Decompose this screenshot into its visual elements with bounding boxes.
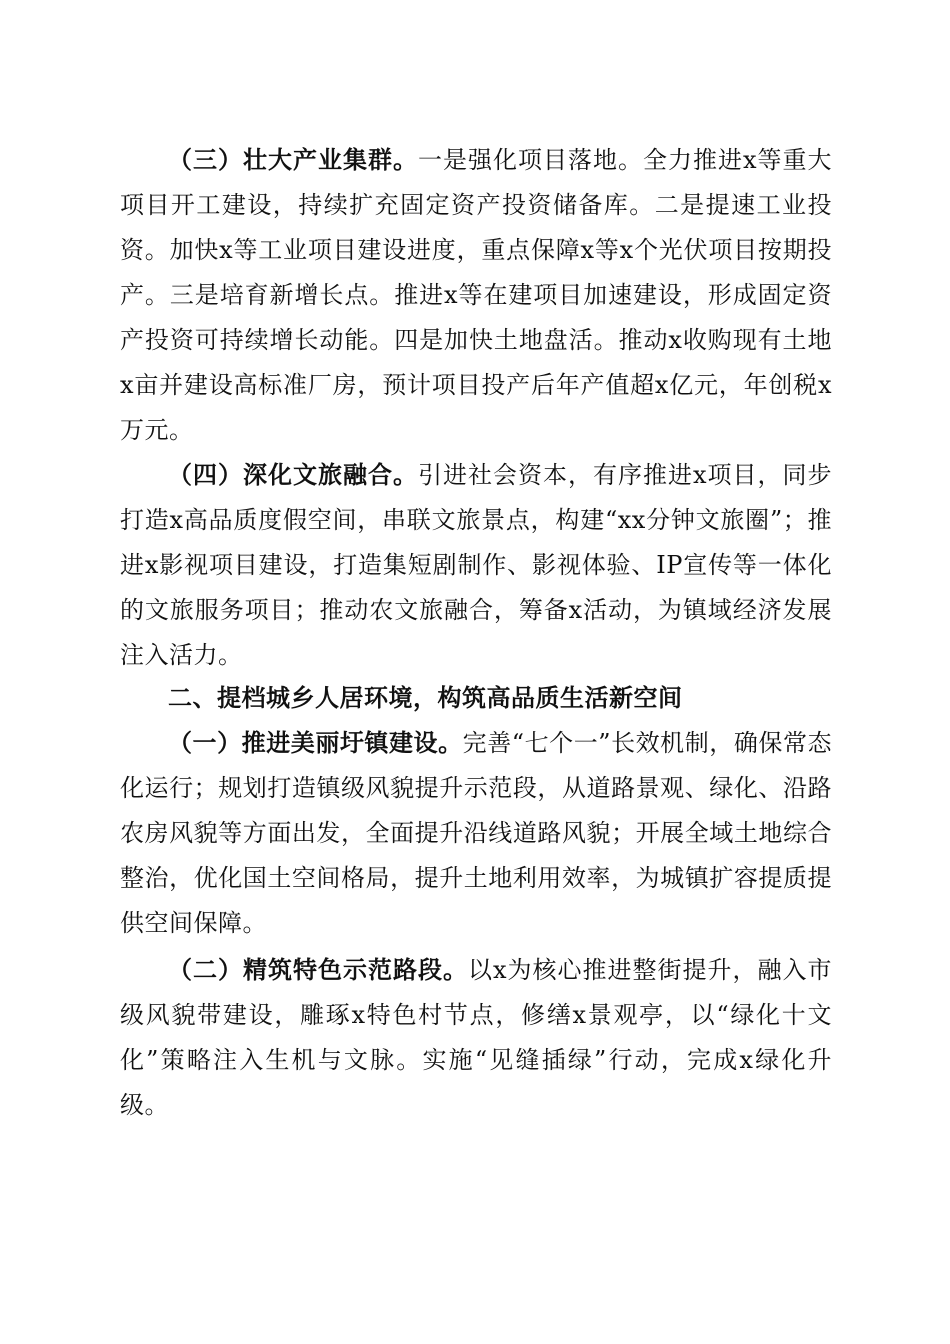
paragraph-body: 引进社会资本，有序推进x项目，同步打造x高品质度假空间，串联文旅景点，构建“xx分钟文旅圈”；推进x影视项目建设，打造集短剧制作、影视体验、IP宣传等一体化的文旅服务项目；推动农文旅融合，筹备x活动，为镇域经济发展注入活力。 [120, 461, 832, 669]
paragraph-demonstration-road [120, 948, 832, 1128]
paragraph-town-construction [120, 721, 832, 946]
paragraph-body: 完善“七个一”长效机制，确保常态化运行；规划打造镇级风貌提升示范段，从道路景观、绿化、沿路农房风貌等方面出发，全面提升沿线道路风貌；开展全域土地综合整治，优化国土空间格局，提升土地利用效率，为城镇扩容提质提供空间保障。 [120, 729, 833, 937]
paragraph-culture-tourism [120, 453, 832, 678]
paragraph-lead: （四）深化文旅融合。 [168, 461, 418, 489]
paragraph-industry-cluster [120, 138, 832, 453]
paragraph-lead: （二）精筑特色示范路段。 [168, 956, 468, 984]
paragraph-lead: （三）壮大产业集群。 [168, 146, 418, 174]
paragraph-body: 一是强化项目落地。全力推进x等重大项目开工建设，持续扩充固定资产投资储备库。二是提速工业投资。加快x等工业项目建设进度，重点保障x等x个光伏项目按期投产。三是培育新增长点。推进x等在建项目加速建设，形成固定资产投资可持续增长动能。四是加快土地盘活。推动x收购现有土地x亩并建设高标准厂房，预计项目投产后年产值超x亿元，年创税x万元。 [120, 146, 832, 444]
section-two [120, 676, 832, 1128]
section-one-continued [120, 138, 832, 678]
paragraph-lead: （一）推进美丽圩镇建设。 [168, 729, 463, 757]
paragraph-body: 以x为核心推进整街提升，融入市级风貌带建设，雕琢x特色村节点，修缮x景观亭，以“绿化十文化”策略注入生机与文脉。实施“见缝插绿”行动，完成x绿化升级。 [120, 956, 832, 1119]
section-heading: 二、提档城乡人居环境，构筑高品质生活新空间 [168, 684, 683, 712]
